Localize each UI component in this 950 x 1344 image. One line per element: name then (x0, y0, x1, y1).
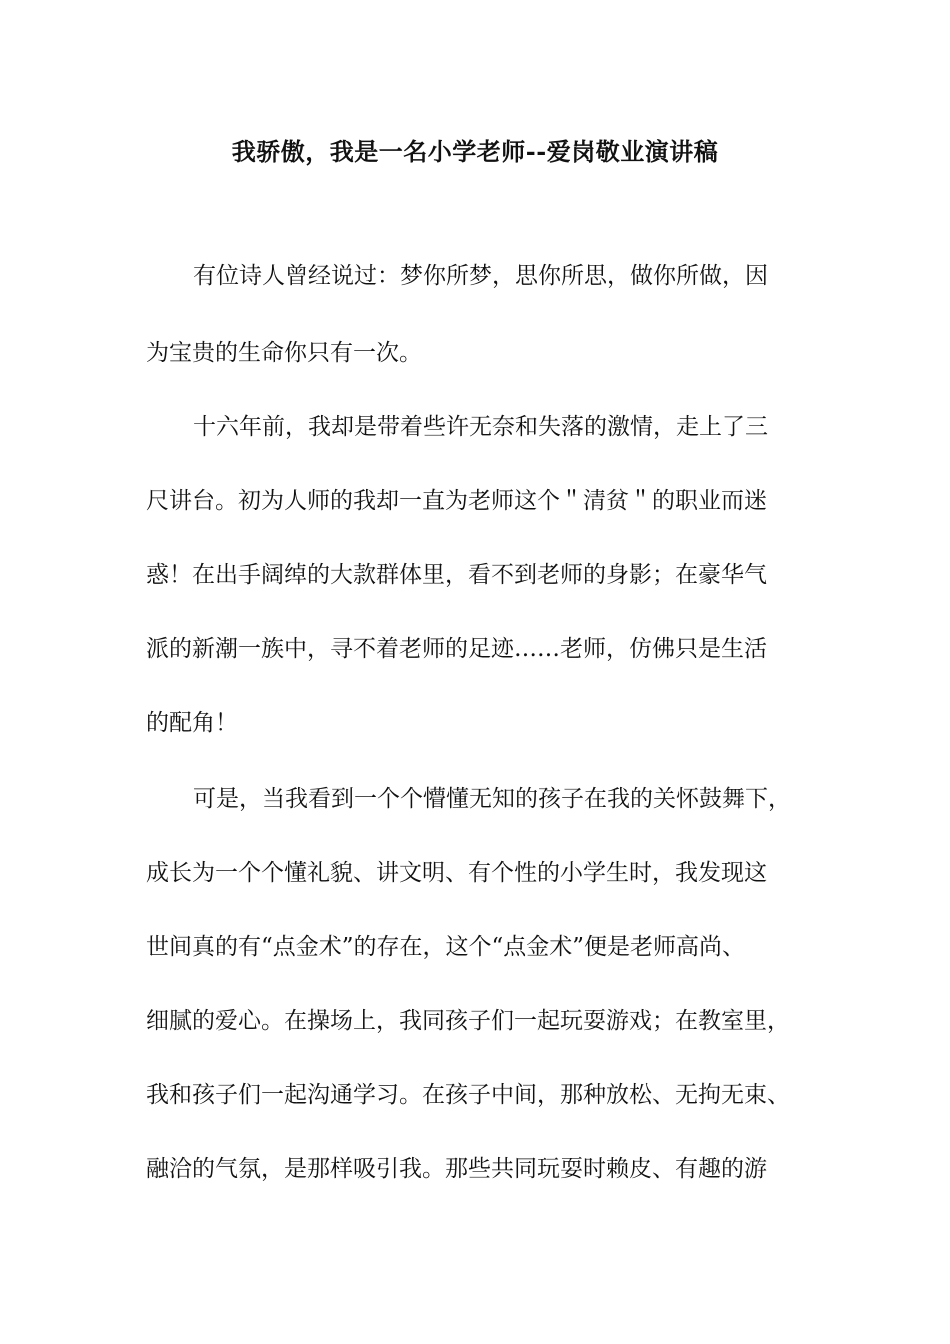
paragraph-2-line-2: 尺讲台。初为人师的我却一直为老师这个＂清贫＂的职业而迷 (146, 488, 767, 514)
paragraph-2-line-5: 的配角！ (146, 710, 238, 736)
paragraph-3-line-6: 融洽的气氛，是那样吸引我。那些共同玩耍时赖皮、有趣的游 (146, 1156, 767, 1182)
paragraph-3-line-3: 世间真的有“点金术”的存在，这个“点金术”便是老师高尚、 (146, 934, 746, 960)
paragraph-3-line-5: 我和孩子们一起沟通学习。在孩子中间，那种放松、无拘无束、 (146, 1082, 790, 1108)
paragraph-2-line-1: 十六年前，我却是带着些许无奈和失落的激情，走上了三 (193, 414, 768, 440)
paragraph-3-line-1: 可是，当我看到一个个懵懂无知的孩子在我的关怀鼓舞下， (193, 786, 791, 812)
paragraph-2-line-4: 派的新潮一族中，寻不着老师的足迹……老师，仿佛只是生活 (146, 636, 767, 662)
paragraph-2-line-3: 惑！在出手阔绰的大款群体里，看不到老师的身影；在豪华气 (146, 562, 767, 588)
paragraph-3-line-2: 成长为一个个懂礼貌、讲文明、有个性的小学生时，我发现这 (146, 860, 767, 886)
document-title: 我骄傲，我是一名小学老师--爱岗敬业演讲稿 (231, 137, 719, 166)
paragraph-1-line-2: 为宝贵的生命你只有一次。 (146, 340, 422, 366)
paragraph-1-line-1: 有位诗人曾经说过：梦你所梦，思你所思，做你所做，因 (193, 263, 768, 289)
paragraph-3-line-4: 细腻的爱心。在操场上，我同孩子们一起玩耍游戏；在教室里， (146, 1008, 790, 1034)
